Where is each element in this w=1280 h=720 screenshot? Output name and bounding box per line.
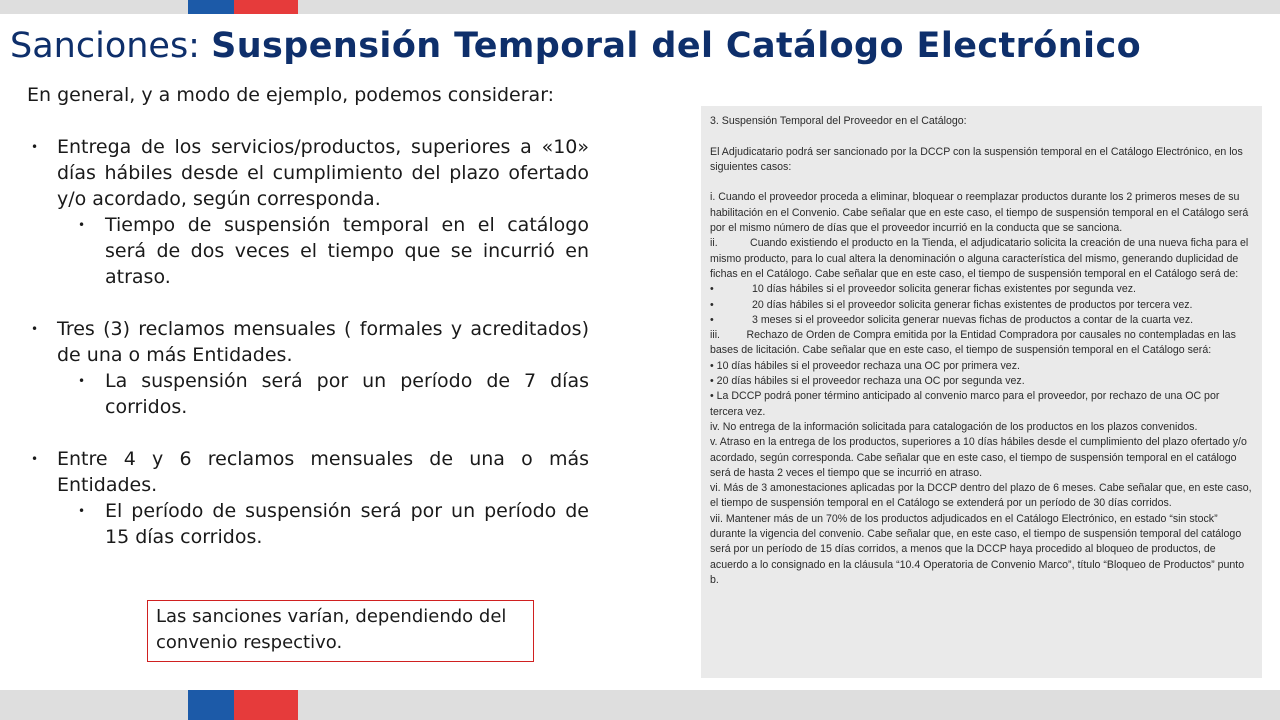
doc-list-item: • La DCCP podrá poner término anticipado al convenio marco para el proveedor, por rechazo de una OC por tercera vez. [710,390,1220,418]
bullet-item [31,134,589,212]
bottom-flag-stripe [188,690,298,720]
doc-list-item: • 20 días hábiles si el proveedor solicita generar fichas existentes de productos por tercera vez. [710,298,1193,311]
bullet-dot-icon: • [31,140,39,154]
doc-clause-iii: iii. Rechazo de Orden de Compra emitida por la Entidad Compradora por causales no contempladas en las bases de licitación. Cabe señalar que en este caso, el tiempo de suspensión temporal en el Catálogo será: [710,329,1236,357]
note-box: Las sanciones varían, dependiendo del convenio respectivo. [147,600,534,662]
bullet-dot-icon: • [78,218,86,232]
top-flag-stripe [188,0,298,14]
doc-clause-iv: iv. No entrega de la información solicitada para catalogación de los productos en los plazos convenidos. [710,420,1198,433]
sub-bullet-text: La suspensión será por un período de 7 días corridos. [105,370,589,418]
bullet-text: Entrega de los servicios/productos, superiores a «10» días hábiles desde el cumplimiento del plazo ofertado y/o acordado, según corresponda. [57,136,589,210]
bullet-item [31,446,589,498]
doc-clause-vi: vi. Más de 3 amonestaciones aplicadas por la DCCP dentro del plazo de 6 meses. Cabe señalar que, en este caso, el tiempo de suspensión temporal en el Catálogo se extenderá por un período de 30 días corridos. [710,482,1252,510]
document-excerpt [701,106,1262,678]
doc-clause-v: v. Atraso en la entrega de los productos, superiores a 10 días hábiles desde el cumplimiento del plazo ofertado y/o acordado, según corresponda. Cabe señalar que en este caso, el tiempo de suspensión temporal en el catálogo será de hasta 2 veces el tiempo que se incurrió en atraso. [710,436,1247,479]
sub-bullet-text: El período de suspensión será por un período de 15 días corridos. [105,500,589,548]
sub-bullet-text: Tiempo de suspensión temporal en el catálogo será de dos veces el tiempo que se incurrió en atraso. [105,214,589,288]
intro-text: En general, y a modo de ejemplo, podemos considerar: [27,84,555,106]
bullet-dot-icon: • [78,504,86,518]
doc-list-item: • 10 días hábiles si el proveedor rechaza una OC por primera vez. [710,359,1020,372]
doc-list-item: • 20 días hábiles si el proveedor rechaza una OC por segunda vez. [710,375,1025,388]
doc-heading: 3. Suspensión Temporal del Proveedor en el Catálogo: [710,115,967,127]
doc-list-item: • 3 meses si el proveedor solicita generar nuevas fichas de productos a contar de la cuarta vez. [710,313,1194,326]
bullet-text: Tres (3) reclamos mensuales ( formales y acreditados) de una o más Entidades. [57,318,589,366]
doc-intro: El Adjudicatario podrá ser sancionado por la DCCP con la suspensión temporal en el Catálogo Electrónico, en los siguientes casos: [710,145,1243,173]
bullet-dot-icon: • [78,374,86,388]
sub-bullet-item [78,368,589,420]
title-main: Suspensión Temporal del Catálogo Electrónico [211,26,1142,66]
sub-bullet-item [78,212,589,290]
doc-clause-vii: vii. Mantener más de un 70% de los productos adjudicados en el Catálogo Electrónico, en estado “sin stock” durante la vigencia del convenio. Cabe señalar que, en este caso, el tiempo de suspensión temporal del catálogo será por un período de 15 días corridos, a menos que la DCCP haya procedido al bloqueo de productos, de acuerdo a lo consignado en la cláusula “10.4 Operatoria de Convenio Marco”, título “Bloqueo de Productos” punto b. [710,512,1245,586]
content-left [27,82,589,550]
sub-bullet-item [78,498,589,550]
doc-list-item: • 10 días hábiles si el proveedor solicita generar fichas existentes por segunda vez. [710,283,1136,296]
bullet-dot-icon: • [31,452,39,466]
bullet-text: Entre 4 y 6 reclamos mensuales de una o más Entidades. [57,448,589,496]
bullet-item [31,316,589,368]
bullet-dot-icon: • [31,322,39,336]
doc-clause-i: i. Cuando el proveedor proceda a eliminar, bloquear o reemplazar productos durante los 2 primeros meses de su habilitación en el Convenio. Cabe señalar que en este caso, el tiempo de suspensión temporal en el Catálogo será por el mismo número de días que el proveedor incurrió en la conducta que se sanciona. [710,191,1249,235]
page-title [10,26,1141,66]
title-prefix: Sanciones: [10,26,200,66]
doc-clause-ii: ii. Cuando existiendo el producto en la Tienda, el adjudicatario solicita la creación de una nueva ficha para el mismo producto, para lo cual altera la denominación o alguna característica del mismo, generando duplicidad de fichas en el Catálogo. Cabe señalar que en este caso, el tiempo de suspensión temporal en el Catálogo será de: [710,237,1249,280]
